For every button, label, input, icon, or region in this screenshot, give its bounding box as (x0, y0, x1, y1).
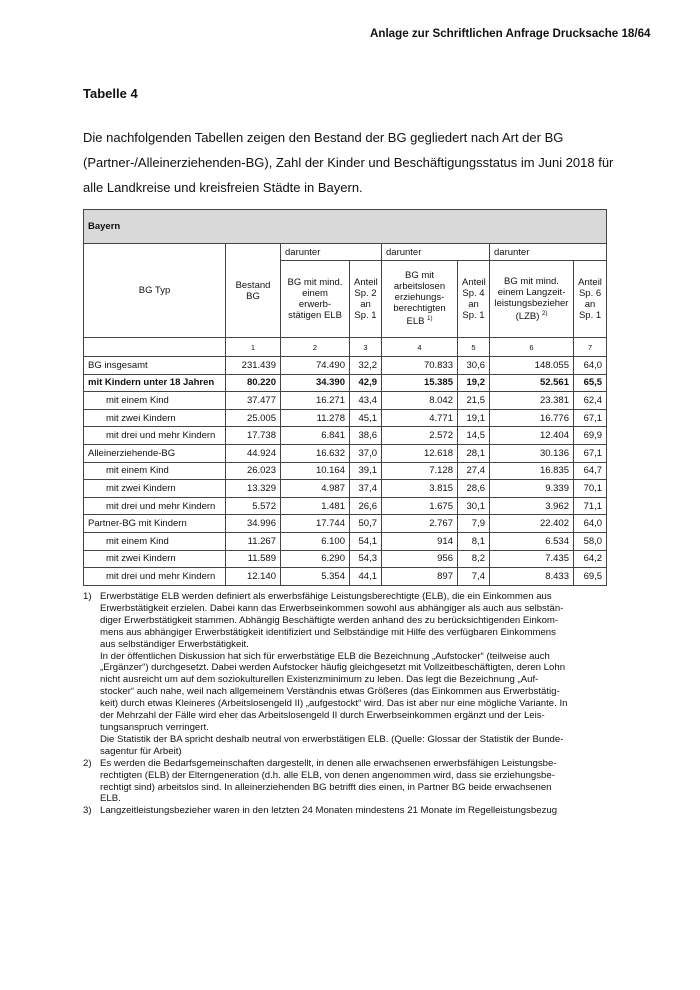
row-label: mit einem Kind (84, 532, 226, 550)
footnote-line: keit) durch etwas Kleineres (Arbeitslosengeld II) „aufgestockt“ wird. Das ist aber nur eine mögliche Variante. In (100, 698, 568, 710)
region-label: Bayern (84, 210, 607, 244)
col-header-2: BG mit mind. einem erwerb-stätigen ELB (281, 261, 350, 338)
cell: 10.164 (281, 462, 350, 480)
cell: 6.841 (281, 427, 350, 445)
cell: 42,9 (350, 374, 382, 392)
cell: 64,0 (574, 515, 607, 533)
col-header-4-text: BG mit arbeitslosen erziehungs-berechtigten ELB (393, 270, 446, 328)
cell: 5.354 (281, 568, 350, 586)
col-header-6 (490, 261, 574, 338)
footnote-line: Erwerbstätige ELB werden definiert als erwerbsfähige Leistungsberechtigte (ELB), die ein Einkommen aus (100, 591, 552, 602)
cell: 54,1 (350, 532, 382, 550)
cell: 14,5 (458, 427, 490, 445)
col-header-1: Bestand BG (226, 244, 281, 338)
footnote-line: rechtigt sind) arbeitslos sind. In alleinerziehenden BG betrifft dies einen, in Partner BG beide erwachsenen (100, 781, 552, 793)
cell: 3.815 (382, 480, 458, 498)
cell: 16.271 (281, 392, 350, 410)
cell: 1.481 (281, 497, 350, 515)
column-number: 1 (226, 338, 281, 357)
region-row (84, 210, 607, 244)
col-header-5: Anteil Sp. 4 an Sp. 1 (458, 261, 490, 338)
cell: 17.744 (281, 515, 350, 533)
cell: 26,6 (350, 497, 382, 515)
intro-line: Die nachfolgenden Tabellen zeigen den Bestand der BG gegliedert nach Art der BG (83, 130, 564, 145)
cell: 32,2 (350, 357, 382, 375)
footnote-marker: 3) (83, 805, 92, 817)
table-row (84, 392, 607, 410)
cell: 5.572 (226, 497, 281, 515)
table-row (84, 550, 607, 568)
footnote-line: der Mehrzahl der Fälle wird eher das Arbeitslosengeld II durch Erwerbseinkommen ergänzt und der Leis- (100, 710, 545, 722)
footnote-2 (83, 758, 623, 806)
column-number: 3 (350, 338, 382, 357)
column-number: 4 (382, 338, 458, 357)
cell: 7,4 (458, 568, 490, 586)
cell: 27,4 (458, 462, 490, 480)
cell: 70,1 (574, 480, 607, 498)
cell: 37,4 (350, 480, 382, 498)
row-label: Partner-BG mit Kindern (84, 515, 226, 533)
cell: 23.381 (490, 392, 574, 410)
cell: 13.329 (226, 480, 281, 498)
row-label: mit zwei Kindern (84, 409, 226, 427)
footnote-line: „Ergänzer“) durchgesetzt. Dabei werden Aufstocker häufig gleichgesetzt mit Vollzeitbeschäftigten, deren Lohn (100, 662, 566, 674)
cell: 148.055 (490, 357, 574, 375)
row-label: mit einem Kind (84, 462, 226, 480)
cell: 6.534 (490, 532, 574, 550)
table-row (84, 357, 607, 375)
cell: 37.477 (226, 392, 281, 410)
cell: 43,4 (350, 392, 382, 410)
table-heading: Tabelle 4 (83, 86, 138, 101)
cell: 231.439 (226, 357, 281, 375)
cell: 914 (382, 532, 458, 550)
col-header-6-text: BG mit mind. einem Langzeit-leistungsbezieher (LZB) (494, 275, 569, 323)
cell: 69,5 (574, 568, 607, 586)
row-label: BG insgesamt (84, 357, 226, 375)
intro-paragraph (83, 125, 623, 200)
cell: 69,9 (574, 427, 607, 445)
footnote-line: Langzeitleistungsbezieher waren in den letzten 24 Monaten mindestens 21 Monate im Regelleistungsbezug (100, 805, 558, 817)
cell: 38,6 (350, 427, 382, 445)
intro-line: alle Landkreise und kreisfreien Städte in Bayern. (83, 180, 363, 195)
cell: 45,1 (350, 409, 382, 427)
cell: 3.962 (490, 497, 574, 515)
cell: 12.618 (382, 444, 458, 462)
cell: 37,0 (350, 444, 382, 462)
cell: 34.996 (226, 515, 281, 533)
cell: 70.833 (382, 357, 458, 375)
footnote-line: diger Erwerbstätigkeit stammen. Abhängig Beschäftigte werden anhand des zu berücksichtigenden Einkom- (100, 614, 559, 626)
cell: 65,5 (574, 374, 607, 392)
cell: 25.005 (226, 409, 281, 427)
cell: 62,4 (574, 392, 607, 410)
column-number: 2 (281, 338, 350, 357)
bg-typ-header: BG Typ (84, 244, 226, 338)
footnote-line: mens aus abhängiger Erwerbstätigkeit identifiziert und Selbständige mit Hilfe des verfügbaren Einkommens (100, 626, 556, 638)
cell: 7.435 (490, 550, 574, 568)
statistics-table (83, 209, 607, 586)
cell: 64,2 (574, 550, 607, 568)
row-label: mit drei und mehr Kindern (84, 568, 226, 586)
cell: 2.767 (382, 515, 458, 533)
cell: 8.433 (490, 568, 574, 586)
footnote-line: Erwerbstätigkeit erzielen. Dabei kann das Erwerbseinkommen sowohl aus abhängiger als auch aus selbstän- (100, 602, 564, 614)
cell: 4.771 (382, 409, 458, 427)
cell: 11.589 (226, 550, 281, 568)
cell: 26.023 (226, 462, 281, 480)
footnote-line: Es werden die Bedarfsgemeinschaften dargestellt, in denen alle erwachsenen erwerbsfähigen Leistungsbe- (100, 757, 557, 769)
footnote-1 (83, 591, 623, 758)
table-body (84, 210, 607, 586)
cell: 54,3 (350, 550, 382, 568)
cell: 34.390 (281, 374, 350, 392)
cell: 16.632 (281, 444, 350, 462)
document-header: Anlage zur Schriftlichen Anfrage Drucksache 18/64 (370, 27, 651, 40)
col-header-7: Anteil Sp. 6 an Sp. 1 (574, 261, 607, 338)
cell: 21,5 (458, 392, 490, 410)
cell: 52.561 (490, 374, 574, 392)
cell: 71,1 (574, 497, 607, 515)
footnote-line: sagentur für Arbeit) (100, 745, 182, 757)
cell: 16.776 (490, 409, 574, 427)
cell: 7,9 (458, 515, 490, 533)
cell: 956 (382, 550, 458, 568)
cell: 16.835 (490, 462, 574, 480)
column-number: 6 (490, 338, 574, 357)
cell: 15.385 (382, 374, 458, 392)
cell: 44.924 (226, 444, 281, 462)
cell: 2.572 (382, 427, 458, 445)
cell: 67,1 (574, 444, 607, 462)
table-row (84, 462, 607, 480)
cell: 39,1 (350, 462, 382, 480)
table-row (84, 427, 607, 445)
cell: 30.136 (490, 444, 574, 462)
cell: 1.675 (382, 497, 458, 515)
row-label: Alleinerziehende-BG (84, 444, 226, 462)
row-label: mit drei und mehr Kindern (84, 427, 226, 445)
table-row (84, 515, 607, 533)
footnote-line: Die Statistik der BA spricht deshalb neutral von erwerbstätigen ELB. (Quelle: Glossar der Statistik der Bunde- (100, 733, 564, 745)
footnote-mark-1: 1) (427, 316, 433, 323)
footnote-line: ELB. (100, 793, 121, 805)
cell: 4.987 (281, 480, 350, 498)
cell: 28,6 (458, 480, 490, 498)
column-number: 5 (458, 338, 490, 357)
footnote-3 (83, 805, 623, 817)
darunter-label: darunter (281, 244, 382, 261)
cell: 64,7 (574, 462, 607, 480)
cell: 897 (382, 568, 458, 586)
footnote-marker: 2) (83, 757, 92, 769)
cell: 11.278 (281, 409, 350, 427)
cell: 8.042 (382, 392, 458, 410)
cell: 12.140 (226, 568, 281, 586)
col-header-4 (382, 261, 458, 338)
column-number-row (84, 338, 607, 357)
cell: 30,6 (458, 357, 490, 375)
col-header-3: Anteil Sp. 2 an Sp. 1 (350, 261, 382, 338)
footnote-line: nicht ausreicht um auf dem soziokulturellen Existenzminimum zu leben. Das legt die Bezeichnung „Auf- (100, 674, 539, 686)
cell: 17.738 (226, 427, 281, 445)
table-row (84, 532, 607, 550)
darunter-label: darunter (382, 244, 490, 261)
cell: 6.290 (281, 550, 350, 568)
cell: 11.267 (226, 532, 281, 550)
cell: 9.339 (490, 480, 574, 498)
footnotes (83, 591, 623, 817)
row-label: mit drei und mehr Kindern (84, 497, 226, 515)
cell: 28,1 (458, 444, 490, 462)
empty-cell (84, 338, 226, 357)
cell: 58,0 (574, 532, 607, 550)
table-row (84, 374, 607, 392)
darunter-label: darunter (490, 244, 607, 261)
cell: 80.220 (226, 374, 281, 392)
cell: 64,0 (574, 357, 607, 375)
cell: 30,1 (458, 497, 490, 515)
cell: 22.402 (490, 515, 574, 533)
cell: 6.100 (281, 532, 350, 550)
row-label: mit einem Kind (84, 392, 226, 410)
cell: 44,1 (350, 568, 382, 586)
footnote-marker: 1) (83, 591, 92, 602)
column-number: 7 (574, 338, 607, 357)
row-label: mit zwei Kindern (84, 480, 226, 498)
cell: 19,2 (458, 374, 490, 392)
footnote-mark-2: 2) (542, 310, 548, 317)
table-row (84, 444, 607, 462)
footnote-line: In der öffentlichen Diskussion hat sich für erwerbstätige ELB die Bezeichnung „Aufstocker“ (teilweise auch (100, 650, 550, 662)
darunter-row (84, 244, 607, 261)
table-row (84, 568, 607, 586)
cell: 74.490 (281, 357, 350, 375)
footnote-line: aus selbständiger Erwerbstätigkeit. (100, 638, 249, 650)
table-row (84, 409, 607, 427)
cell: 50,7 (350, 515, 382, 533)
footnote-line: rechtigten (ELB) der Elterngeneration (d.h. alle ELB, von denen angenommen wird, dass sie erziehungsbe- (100, 769, 555, 781)
table-row (84, 480, 607, 498)
cell: 19,1 (458, 409, 490, 427)
footnote-line: stocker“ auch nahe, weil nach allgemeinem Verständnis etwas Größeres (das Einkommen aus Erwerbstätig- (100, 686, 560, 698)
row-label: mit Kindern unter 18 Jahren (84, 374, 226, 392)
cell: 67,1 (574, 409, 607, 427)
row-label: mit zwei Kindern (84, 550, 226, 568)
cell: 7.128 (382, 462, 458, 480)
intro-line: (Partner-/Alleinerziehenden-BG), Zahl der Kinder und Beschäftigungsstatus im Juni 2018 für (83, 155, 614, 170)
footnote-line: tungsanspruch verringert. (100, 721, 209, 733)
table-row (84, 497, 607, 515)
cell: 12.404 (490, 427, 574, 445)
cell: 8,1 (458, 532, 490, 550)
cell: 8,2 (458, 550, 490, 568)
